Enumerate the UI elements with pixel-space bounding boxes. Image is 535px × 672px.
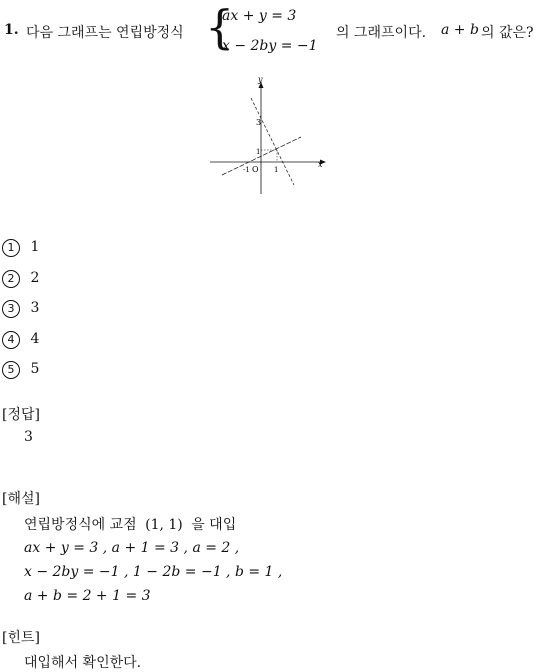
label-axis-x: x <box>318 160 323 169</box>
explanation-line-3: x − 2by = −1 , 1 − 2b = −1 , b = 1 , <box>24 564 283 580</box>
option-text-4: 4 <box>30 331 40 347</box>
label-y3: 3 <box>256 118 262 127</box>
option-marker-3: 3 <box>2 300 20 318</box>
option-1[interactable] <box>2 239 39 257</box>
graph-svg <box>205 74 330 199</box>
option-2[interactable] <box>2 270 39 288</box>
graph-figure <box>205 74 330 199</box>
option-marker-1: 1 <box>2 239 20 257</box>
hint-text: 대입해서 확인한다. <box>24 655 142 671</box>
label-y1: 1 <box>256 148 261 156</box>
hint-label: [힌트] <box>2 630 40 646</box>
option-text-3: 3 <box>30 300 40 316</box>
question-number: 1. <box>4 22 19 38</box>
option-marker-4: 4 <box>2 331 20 349</box>
system-brace: { <box>205 0 235 54</box>
answer-value: 3 <box>24 429 33 445</box>
answer-label: [정답] <box>2 407 40 423</box>
question-prefix: 다음 그래프는 연립방정식 <box>26 25 184 41</box>
option-marker-5: 5 <box>2 361 20 379</box>
equation-1: ax + y = 3 <box>222 8 297 24</box>
question-suffix-text: 의 그래프이다. <box>336 25 427 41</box>
question-suffix-end: 의 값은? <box>481 25 534 41</box>
label-origin: O <box>252 165 259 174</box>
explanation-line-2: ax + y = 3 , a + 1 = 3 , a = 2 , <box>24 540 240 556</box>
explanation-line-4: a + b = 2 + 1 = 3 <box>24 588 151 604</box>
explanation-intersection: (1, 1) <box>145 517 183 533</box>
line-x-minus-2by <box>222 137 301 175</box>
option-text-5: 5 <box>30 361 40 377</box>
equation-2: x − 2by = −1 <box>222 38 318 54</box>
option-text-2: 2 <box>30 270 40 286</box>
label-x-neg1: -1 <box>243 166 250 174</box>
option-3[interactable] <box>2 300 39 318</box>
explanation-line-1-post: 을 대입 <box>191 517 237 533</box>
explanation-label: [해설] <box>2 491 40 507</box>
explanation-line-1-pre: 연립방정식에 교점 <box>24 517 137 533</box>
label-x1: 1 <box>274 166 279 174</box>
option-marker-2: 2 <box>2 270 20 288</box>
option-5[interactable] <box>2 361 39 379</box>
question-suffix-math: a + b <box>441 22 479 38</box>
explanation-line-1 <box>24 514 236 534</box>
option-4[interactable] <box>2 331 39 349</box>
option-text-1: 1 <box>30 239 40 255</box>
label-axis-y: y <box>258 75 263 84</box>
